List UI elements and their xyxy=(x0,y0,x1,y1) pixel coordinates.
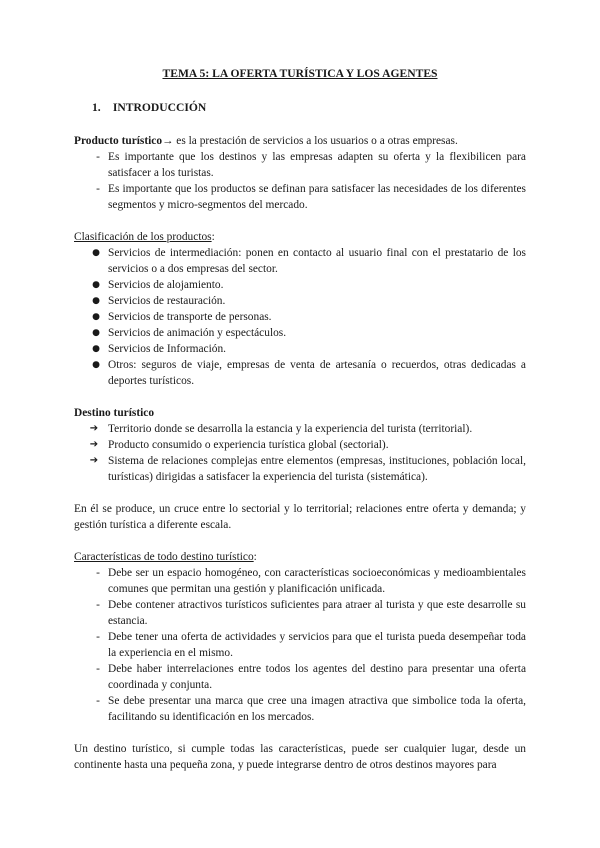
bullet-marker: ● xyxy=(92,312,100,322)
list-item: ● Servicios de transporte de personas. xyxy=(74,309,526,325)
document-title: TEMA 5: LA OFERTA TURÍSTICA Y LOS AGENTES xyxy=(162,67,438,80)
list-item: ➔ Territorio donde se desarrolla la estancia y la experiencia del turista (territorial). xyxy=(74,421,526,437)
list-item: ● Servicios de animación y espectáculos. xyxy=(74,325,526,341)
list-item: ● Servicios de Información. xyxy=(74,341,526,357)
list-item: - Debe ser un espacio homogéneo, con características socioeconómicas y medioambientales comunes que permitan una gestión y planificación unificada. xyxy=(74,565,526,597)
dash-marker: - xyxy=(96,567,100,579)
list-item: - Debe haber interrelaciones entre todos los agentes del destino para presentar una oferta coordinada y conjunta. xyxy=(74,661,526,693)
arrow-marker: ➔ xyxy=(89,455,99,466)
bullet-marker: ● xyxy=(92,344,100,354)
list-item: - Se debe presentar una marca que cree una imagen atractiva que simbolice toda la oferta, facilitando su identificación en los mercados. xyxy=(74,693,526,725)
bullet-marker: ● xyxy=(92,296,100,306)
dash-marker: - xyxy=(96,599,100,611)
producto-definition xyxy=(74,133,526,149)
destino-heading: Destino turístico xyxy=(74,407,155,419)
list-item: ➔ Producto consumido o experiencia turística global (sectorial). xyxy=(74,437,526,453)
dash-marker: - xyxy=(96,631,100,643)
dash-marker: - xyxy=(96,663,100,675)
bullet-marker: ● xyxy=(92,248,100,258)
arrow-marker: ➔ xyxy=(89,423,99,434)
list-item: ● Servicios de intermediación: ponen en contacto al usuario final con el prestatario de los servicios o a dos empresas del sector. xyxy=(74,245,526,277)
section-number: 1. xyxy=(92,101,101,114)
caracteristicas-list xyxy=(74,565,526,725)
list-item: ● Otros: seguros de viaje, empresas de venta de artesanía o recuerdos, otras dedicadas a deportes turísticos. xyxy=(74,357,526,389)
producto-list xyxy=(74,149,526,213)
list-item: ● Servicios de alojamiento. xyxy=(74,277,526,293)
list-item: - Debe contener atractivos turísticos suficientes para atraer al turista y que este desarrolle su estancia. xyxy=(74,597,526,629)
clasificacion-list xyxy=(74,245,526,389)
list-item: ● Servicios de restauración. xyxy=(74,293,526,309)
producto-term: Producto turístico xyxy=(74,135,163,147)
closing-paragraph: Un destino turístico, si cumple todas las características, puede ser cualquier lugar, desde un continente hasta una pequeña zona, y puede integrarse dentro de otros destinos mayores para xyxy=(74,743,526,771)
list-item: ➔ Sistema de relaciones complejas entre elementos (empresas, instituciones, población local, turísticas) dirigidas a satisfacer la experiencia del turista (sistemática). xyxy=(74,453,526,485)
list-item: - Es importante que los destinos y las empresas adapten su oferta y la flexibilicen para satisfacer a los turistas. xyxy=(74,149,526,181)
cruce-paragraph: En él se produce, un cruce entre lo sectorial y lo territorial; relaciones entre oferta y demanda; y gestión turística a diferente escala. xyxy=(74,503,526,531)
dash-marker: - xyxy=(96,183,100,195)
producto-text: es la prestación de servicios a los usuarios o a otras empresas. xyxy=(173,135,458,147)
dash-marker: - xyxy=(96,695,100,707)
caracteristicas-heading: Características de todo destino turístico: xyxy=(74,551,257,563)
bullet-marker: ● xyxy=(92,360,100,370)
list-item: - Es importante que los productos se definan para satisfacer las necesidades de los diferentes segmentos y micro-segmentos del mercado. xyxy=(74,181,526,213)
arrow-marker: ➔ xyxy=(89,439,99,450)
bullet-marker: ● xyxy=(92,280,100,290)
producto-arrow: → xyxy=(162,135,174,147)
clasificacion-heading: Clasificación de los productos: xyxy=(74,231,215,243)
section-heading xyxy=(92,100,526,116)
section-title: INTRODUCCIÓN xyxy=(112,101,207,114)
dash-marker: - xyxy=(96,151,100,163)
destino-list xyxy=(74,421,526,485)
list-item: - Debe tener una oferta de actividades y servicios para que el turista pueda desempeñar toda la experiencia en el mismo. xyxy=(74,629,526,661)
bullet-marker: ● xyxy=(92,328,100,338)
